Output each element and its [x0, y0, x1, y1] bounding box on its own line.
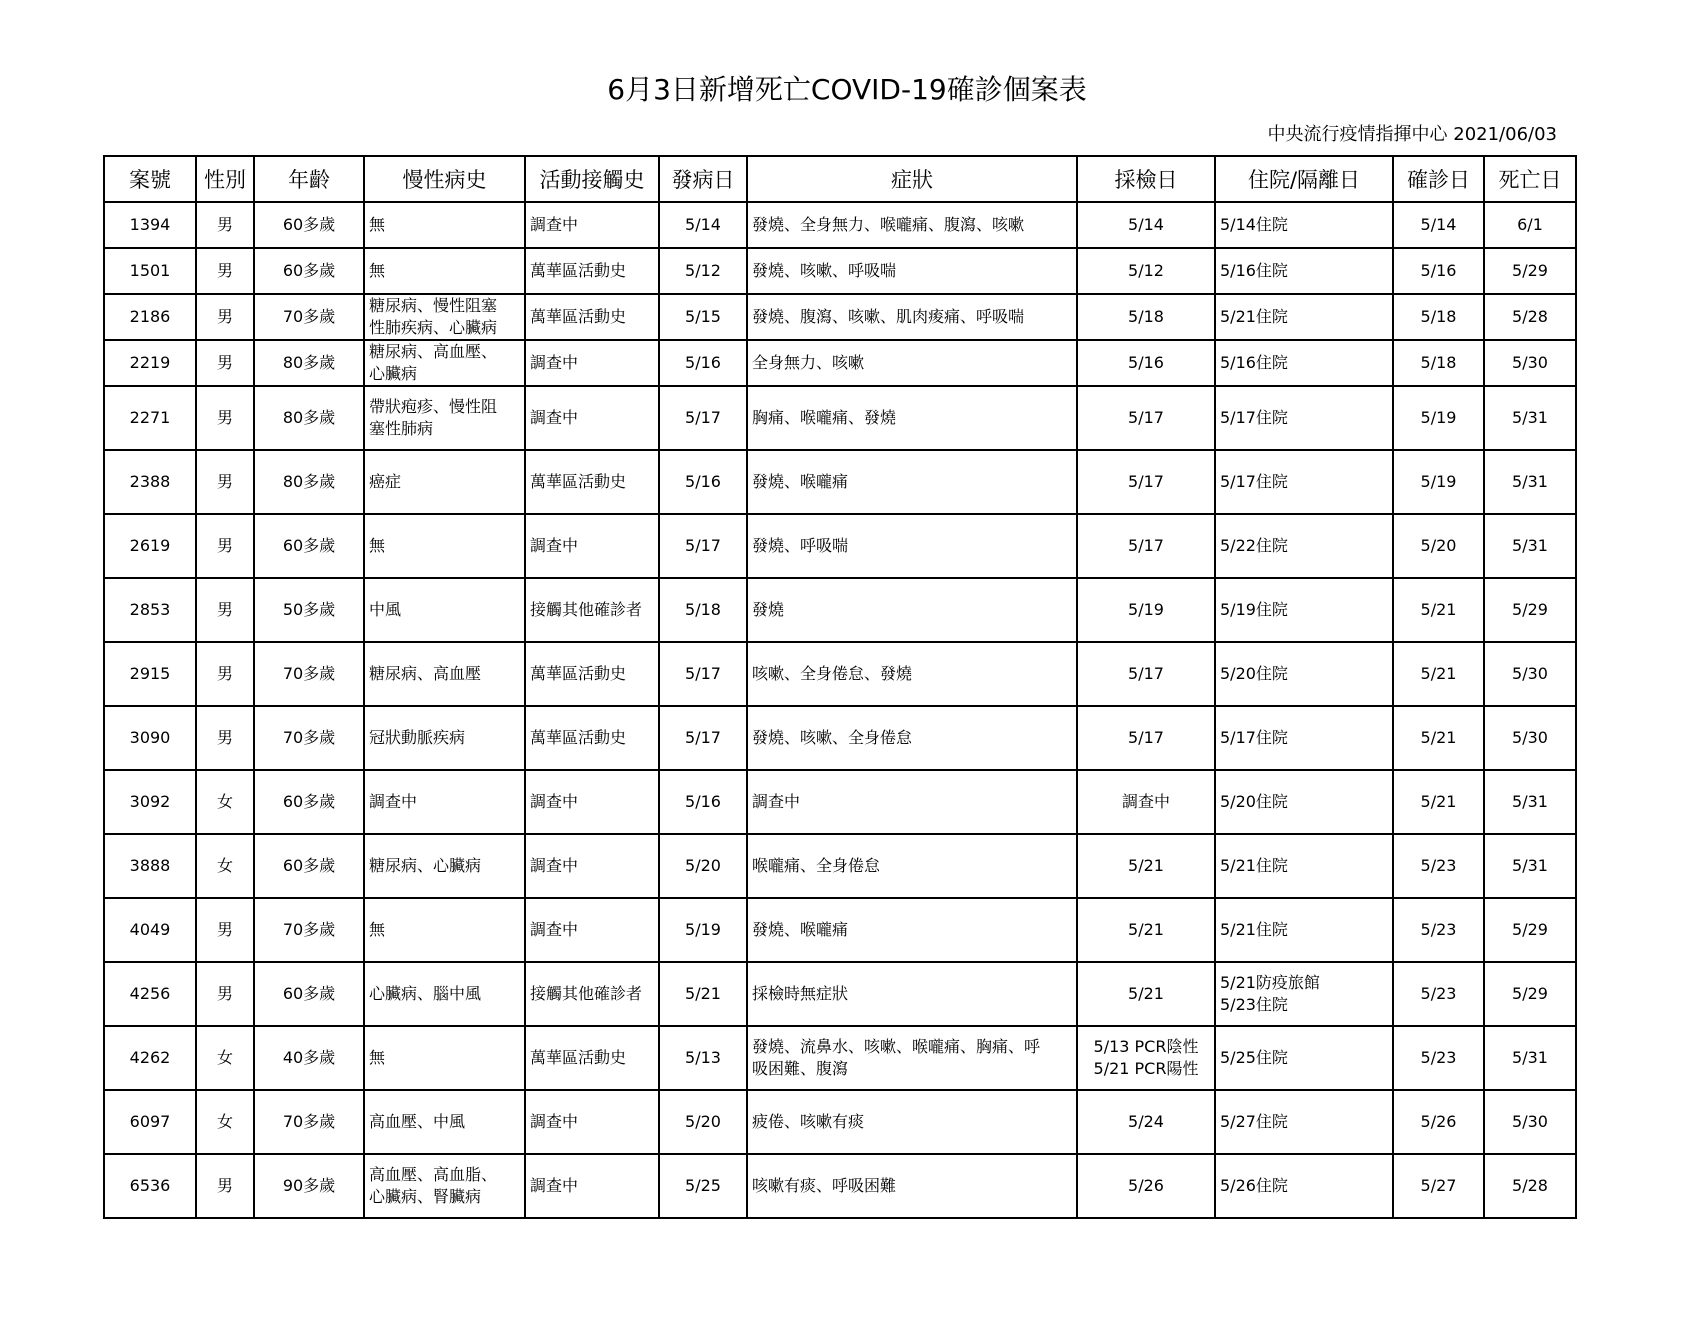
cell-sampling: 5/18 — [1077, 294, 1215, 340]
cell-onset: 5/12 — [659, 248, 747, 294]
cell-onset: 5/16 — [659, 450, 747, 514]
col-header-history: 慢性病史 — [364, 156, 525, 202]
cell-sampling: 5/17 — [1077, 642, 1215, 706]
cell-admission: 5/14住院 — [1215, 202, 1393, 248]
col-header-sampling: 採檢日 — [1077, 156, 1215, 202]
cell-death: 5/30 — [1484, 706, 1576, 770]
cell-sampling: 5/14 — [1077, 202, 1215, 248]
cell-contact: 調查中 — [525, 514, 659, 578]
col-header-case: 案號 — [104, 156, 196, 202]
table-row — [104, 248, 1576, 294]
cell-admission: 5/26住院 — [1215, 1154, 1393, 1218]
cell-symptoms: 發燒 — [747, 578, 1077, 642]
cell-history: 心臟病、腦中風 — [364, 962, 525, 1026]
cell-confirmed: 5/21 — [1393, 770, 1484, 834]
cell-onset: 5/17 — [659, 706, 747, 770]
cell-death: 5/31 — [1484, 834, 1576, 898]
cell-age: 50多歲 — [254, 578, 364, 642]
cell-age: 70多歲 — [254, 898, 364, 962]
table-row — [104, 294, 1576, 340]
cell-sex: 男 — [196, 340, 254, 386]
cell-case: 3888 — [104, 834, 196, 898]
cell-sex: 男 — [196, 514, 254, 578]
cell-contact: 萬華區活動史 — [525, 248, 659, 294]
cell-case: 2619 — [104, 514, 196, 578]
cell-confirmed: 5/18 — [1393, 294, 1484, 340]
cell-death: 5/31 — [1484, 514, 1576, 578]
col-header-symptoms: 症狀 — [747, 156, 1077, 202]
table-row — [104, 514, 1576, 578]
cell-symptoms: 發燒、流鼻水、咳嗽、喉嚨痛、胸痛、呼 吸困難、腹瀉 — [747, 1026, 1077, 1090]
cell-admission: 5/25住院 — [1215, 1026, 1393, 1090]
cell-sex: 男 — [196, 294, 254, 340]
cell-confirmed: 5/14 — [1393, 202, 1484, 248]
cell-sampling: 5/12 — [1077, 248, 1215, 294]
cell-contact: 接觸其他確診者 — [525, 962, 659, 1026]
cell-symptoms: 喉嚨痛、全身倦怠 — [747, 834, 1077, 898]
cell-symptoms: 發燒、腹瀉、咳嗽、肌肉痠痛、呼吸喘 — [747, 294, 1077, 340]
cell-history: 無 — [364, 248, 525, 294]
cell-history: 無 — [364, 1026, 525, 1090]
cell-sex: 男 — [196, 578, 254, 642]
cell-case: 2388 — [104, 450, 196, 514]
col-header-confirmed: 確診日 — [1393, 156, 1484, 202]
cell-age: 80多歲 — [254, 386, 364, 450]
table-row — [104, 386, 1576, 450]
cell-age: 60多歲 — [254, 770, 364, 834]
cell-onset: 5/19 — [659, 898, 747, 962]
cell-history: 中風 — [364, 578, 525, 642]
cell-confirmed: 5/21 — [1393, 578, 1484, 642]
cell-death: 5/28 — [1484, 294, 1576, 340]
cell-admission: 5/22住院 — [1215, 514, 1393, 578]
cell-confirmed: 5/19 — [1393, 386, 1484, 450]
cell-death: 5/29 — [1484, 962, 1576, 1026]
table-row — [104, 642, 1576, 706]
issuer-date: 中央流行疫情指揮中心 2021/06/03 — [1267, 124, 1557, 145]
cell-contact: 萬華區活動史 — [525, 1026, 659, 1090]
cell-age: 70多歲 — [254, 642, 364, 706]
col-header-death: 死亡日 — [1484, 156, 1576, 202]
cell-contact: 調查中 — [525, 898, 659, 962]
cell-sampling: 5/24 — [1077, 1090, 1215, 1154]
cell-symptoms: 發燒、咳嗽、全身倦怠 — [747, 706, 1077, 770]
cell-age: 80多歲 — [254, 340, 364, 386]
cell-sex: 男 — [196, 386, 254, 450]
cell-case: 4256 — [104, 962, 196, 1026]
cell-age: 80多歲 — [254, 450, 364, 514]
table-row — [104, 450, 1576, 514]
cell-contact: 萬華區活動史 — [525, 642, 659, 706]
cell-confirmed: 5/23 — [1393, 834, 1484, 898]
cell-death: 5/31 — [1484, 770, 1576, 834]
cell-death: 5/29 — [1484, 898, 1576, 962]
cell-sex: 女 — [196, 1026, 254, 1090]
cell-symptoms: 全身無力、咳嗽 — [747, 340, 1077, 386]
cell-admission: 5/16住院 — [1215, 248, 1393, 294]
cell-onset: 5/20 — [659, 1090, 747, 1154]
cell-confirmed: 5/23 — [1393, 898, 1484, 962]
cell-sex: 女 — [196, 834, 254, 898]
cell-sampling: 5/21 — [1077, 898, 1215, 962]
cell-age: 60多歲 — [254, 834, 364, 898]
cell-case: 3090 — [104, 706, 196, 770]
cell-admission: 5/21防疫旅館 5/23住院 — [1215, 962, 1393, 1026]
table-row — [104, 202, 1576, 248]
cell-onset: 5/25 — [659, 1154, 747, 1218]
table-row — [104, 962, 1576, 1026]
cell-death: 5/29 — [1484, 578, 1576, 642]
cell-contact: 接觸其他確診者 — [525, 578, 659, 642]
cell-case: 2219 — [104, 340, 196, 386]
cell-symptoms: 發燒、咳嗽、呼吸喘 — [747, 248, 1077, 294]
table-row — [104, 1154, 1576, 1218]
cell-sampling: 5/17 — [1077, 706, 1215, 770]
cell-death: 5/30 — [1484, 1090, 1576, 1154]
cell-sex: 男 — [196, 898, 254, 962]
cell-symptoms: 胸痛、喉嚨痛、發燒 — [747, 386, 1077, 450]
cell-admission: 5/20住院 — [1215, 770, 1393, 834]
header-row — [104, 156, 1576, 202]
cell-case: 1394 — [104, 202, 196, 248]
cell-age: 70多歲 — [254, 706, 364, 770]
cell-symptoms: 發燒、全身無力、喉嚨痛、腹瀉、咳嗽 — [747, 202, 1077, 248]
table-row — [104, 898, 1576, 962]
page-title: 6月3日新增死亡COVID-19確診個案表 — [607, 73, 1087, 106]
cell-case: 6097 — [104, 1090, 196, 1154]
cell-admission: 5/20住院 — [1215, 642, 1393, 706]
cell-confirmed: 5/16 — [1393, 248, 1484, 294]
cell-sampling: 5/17 — [1077, 386, 1215, 450]
cell-confirmed: 5/27 — [1393, 1154, 1484, 1218]
cell-sampling: 5/13 PCR陰性 5/21 PCR陽性 — [1077, 1026, 1215, 1090]
cell-symptoms: 發燒、呼吸喘 — [747, 514, 1077, 578]
cell-age: 70多歲 — [254, 1090, 364, 1154]
cell-death: 5/29 — [1484, 248, 1576, 294]
cell-case: 4262 — [104, 1026, 196, 1090]
cell-case: 2271 — [104, 386, 196, 450]
cell-death: 5/31 — [1484, 1026, 1576, 1090]
cell-confirmed: 5/21 — [1393, 706, 1484, 770]
cell-symptoms: 疲倦、咳嗽有痰 — [747, 1090, 1077, 1154]
cell-onset: 5/20 — [659, 834, 747, 898]
cell-sex: 女 — [196, 770, 254, 834]
cell-onset: 5/21 — [659, 962, 747, 1026]
cell-onset: 5/16 — [659, 770, 747, 834]
cell-symptoms: 發燒、喉嚨痛 — [747, 898, 1077, 962]
cell-contact: 調查中 — [525, 770, 659, 834]
cell-history: 糖尿病、心臟病 — [364, 834, 525, 898]
cell-contact: 調查中 — [525, 1090, 659, 1154]
cell-history: 癌症 — [364, 450, 525, 514]
cell-admission: 5/27住院 — [1215, 1090, 1393, 1154]
cell-onset: 5/14 — [659, 202, 747, 248]
cell-history: 無 — [364, 514, 525, 578]
cell-age: 40多歲 — [254, 1026, 364, 1090]
cell-sex: 男 — [196, 248, 254, 294]
cell-case: 6536 — [104, 1154, 196, 1218]
cell-sampling: 5/17 — [1077, 450, 1215, 514]
cell-onset: 5/15 — [659, 294, 747, 340]
cell-admission: 5/19住院 — [1215, 578, 1393, 642]
cell-contact: 調查中 — [525, 340, 659, 386]
cell-sampling: 5/21 — [1077, 834, 1215, 898]
cell-admission: 5/21住院 — [1215, 834, 1393, 898]
cell-case: 3092 — [104, 770, 196, 834]
cell-sex: 男 — [196, 450, 254, 514]
table-row — [104, 340, 1576, 386]
cell-contact: 萬華區活動史 — [525, 706, 659, 770]
cell-sex: 男 — [196, 1154, 254, 1218]
cell-symptoms: 咳嗽、全身倦怠、發燒 — [747, 642, 1077, 706]
cell-admission: 5/21住院 — [1215, 898, 1393, 962]
cell-admission: 5/16住院 — [1215, 340, 1393, 386]
cell-history: 冠狀動脈疾病 — [364, 706, 525, 770]
table-row — [104, 770, 1576, 834]
cell-case: 2853 — [104, 578, 196, 642]
cell-confirmed: 5/23 — [1393, 962, 1484, 1026]
table-row — [104, 578, 1576, 642]
cell-onset: 5/17 — [659, 386, 747, 450]
cell-admission: 5/17住院 — [1215, 450, 1393, 514]
cell-case: 4049 — [104, 898, 196, 962]
col-header-admission: 住院/隔離日 — [1215, 156, 1393, 202]
cell-symptoms: 調查中 — [747, 770, 1077, 834]
cell-sampling: 5/17 — [1077, 514, 1215, 578]
cell-contact: 萬華區活動史 — [525, 294, 659, 340]
cell-contact: 調查中 — [525, 1154, 659, 1218]
cell-sex: 男 — [196, 962, 254, 1026]
cell-age: 90多歲 — [254, 1154, 364, 1218]
cell-sampling: 5/21 — [1077, 962, 1215, 1026]
cell-confirmed: 5/18 — [1393, 340, 1484, 386]
cell-admission: 5/17住院 — [1215, 706, 1393, 770]
cell-confirmed: 5/19 — [1393, 450, 1484, 514]
table-row — [104, 1026, 1576, 1090]
cell-sex: 男 — [196, 642, 254, 706]
cell-death: 5/31 — [1484, 450, 1576, 514]
cell-age: 60多歲 — [254, 248, 364, 294]
cell-onset: 5/18 — [659, 578, 747, 642]
cell-confirmed: 5/21 — [1393, 642, 1484, 706]
cell-sampling: 調查中 — [1077, 770, 1215, 834]
cell-onset: 5/13 — [659, 1026, 747, 1090]
cell-history: 高血壓、高血脂、 心臟病、腎臟病 — [364, 1154, 525, 1218]
col-header-contact: 活動接觸史 — [525, 156, 659, 202]
cell-death: 5/28 — [1484, 1154, 1576, 1218]
cell-age: 60多歲 — [254, 202, 364, 248]
cell-case: 2915 — [104, 642, 196, 706]
col-header-sex: 性別 — [196, 156, 254, 202]
cell-age: 60多歲 — [254, 514, 364, 578]
cell-case: 2186 — [104, 294, 196, 340]
cell-sex: 男 — [196, 706, 254, 770]
cell-admission: 5/21住院 — [1215, 294, 1393, 340]
cell-symptoms: 發燒、喉嚨痛 — [747, 450, 1077, 514]
cell-contact: 調查中 — [525, 834, 659, 898]
cell-confirmed: 5/20 — [1393, 514, 1484, 578]
cell-history: 無 — [364, 898, 525, 962]
cell-death: 5/30 — [1484, 340, 1576, 386]
table-row — [104, 1090, 1576, 1154]
cell-contact: 調查中 — [525, 202, 659, 248]
cell-sampling: 5/16 — [1077, 340, 1215, 386]
cell-onset: 5/17 — [659, 514, 747, 578]
cell-contact: 調查中 — [525, 386, 659, 450]
cell-sampling: 5/19 — [1077, 578, 1215, 642]
cell-death: 5/30 — [1484, 642, 1576, 706]
cell-age: 60多歲 — [254, 962, 364, 1026]
cell-sex: 女 — [196, 1090, 254, 1154]
case-table — [103, 155, 1577, 1219]
cell-history: 調查中 — [364, 770, 525, 834]
cell-sex: 男 — [196, 202, 254, 248]
cell-case: 1501 — [104, 248, 196, 294]
cell-death: 6/1 — [1484, 202, 1576, 248]
cell-history: 高血壓、中風 — [364, 1090, 525, 1154]
cell-confirmed: 5/23 — [1393, 1026, 1484, 1090]
cell-onset: 5/16 — [659, 340, 747, 386]
cell-history: 糖尿病、高血壓 — [364, 642, 525, 706]
cell-contact: 萬華區活動史 — [525, 450, 659, 514]
table-row — [104, 834, 1576, 898]
cell-sampling: 5/26 — [1077, 1154, 1215, 1218]
cell-death: 5/31 — [1484, 386, 1576, 450]
cell-admission: 5/17住院 — [1215, 386, 1393, 450]
table-row — [104, 706, 1576, 770]
cell-history: 帶狀疱疹、慢性阻 塞性肺病 — [364, 386, 525, 450]
cell-history: 糖尿病、慢性阻塞 性肺疾病、心臟病 — [364, 294, 525, 340]
col-header-age: 年齡 — [254, 156, 364, 202]
cell-symptoms: 採檢時無症狀 — [747, 962, 1077, 1026]
cell-history: 糖尿病、高血壓、 心臟病 — [364, 340, 525, 386]
cell-history: 無 — [364, 202, 525, 248]
cell-confirmed: 5/26 — [1393, 1090, 1484, 1154]
cell-onset: 5/17 — [659, 642, 747, 706]
cell-age: 70多歲 — [254, 294, 364, 340]
cell-symptoms: 咳嗽有痰、呼吸困難 — [747, 1154, 1077, 1218]
col-header-onset: 發病日 — [659, 156, 747, 202]
